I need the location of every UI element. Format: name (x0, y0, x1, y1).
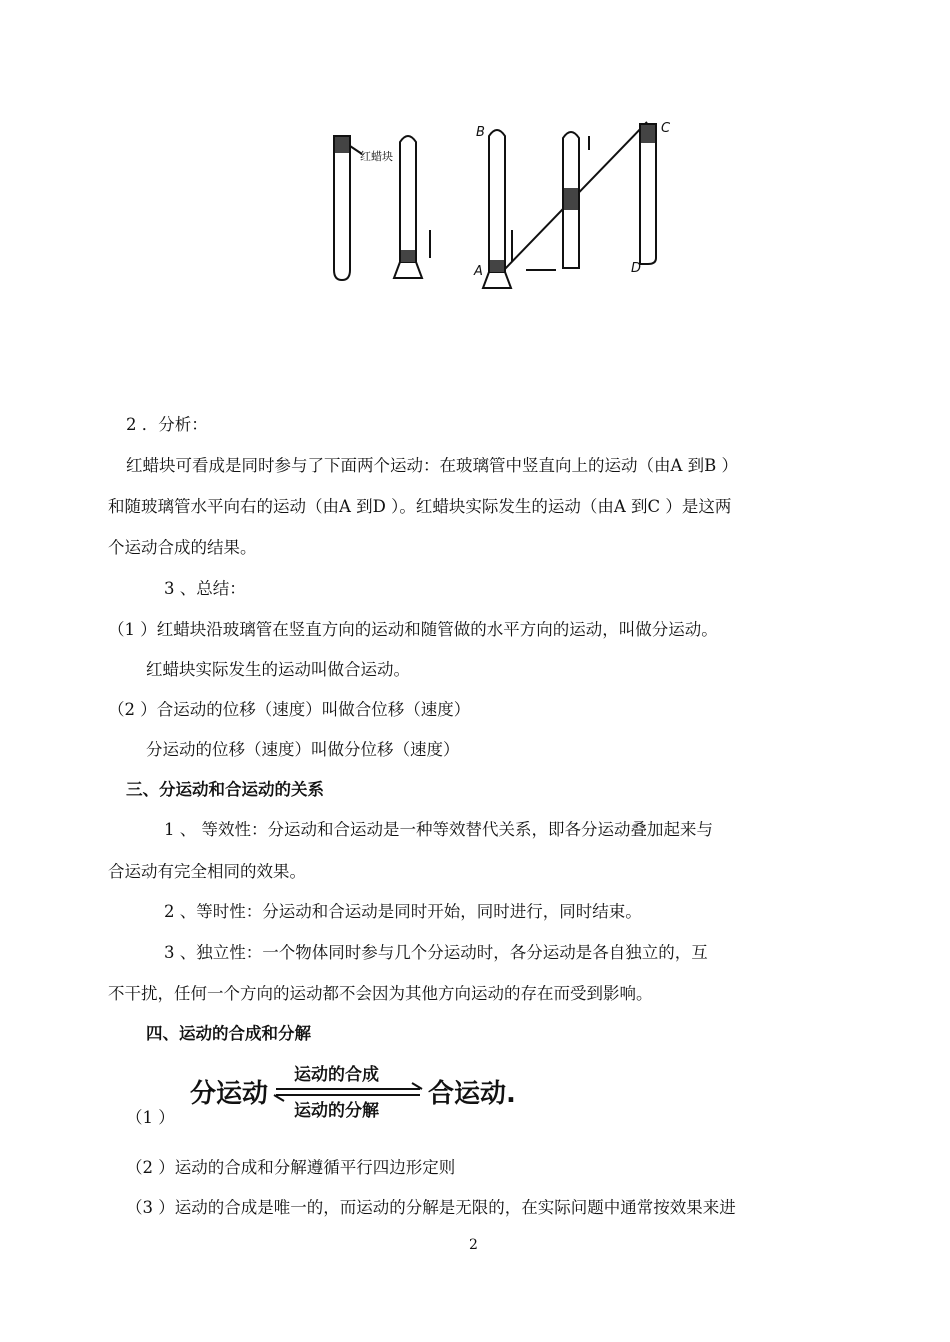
formula-top: 运动的合成 (294, 1065, 379, 1085)
figure-label-wax: 红蜡块 (360, 150, 393, 163)
summary-item-1-continued: 红蜡块实际发生的运动叫做合运动。 (146, 660, 410, 679)
formula-right: 合运动. (428, 1079, 516, 1109)
analysis-heading: 2 ．分析： (126, 415, 208, 434)
section3-heading: 三、分运动和合运动的关系 (126, 780, 324, 799)
figure-label-c: C (661, 121, 671, 136)
figure-label-b: B (476, 125, 485, 140)
analysis-paragraph-line1: 红蜡块可看成是同时参与了下面两个运动：在玻璃管中竖直向上的运动（由A 到B ） (126, 456, 739, 475)
section4-item-1: （1 ） (126, 1108, 175, 1127)
analysis-paragraph-line3: 个运动合成的结果。 (108, 538, 257, 557)
formula-image (188, 1060, 538, 1122)
formula-left: 分运动 (190, 1079, 269, 1109)
formula-bottom: 运动的分解 (294, 1101, 379, 1121)
summary-item-1: （1 ）红蜡块沿玻璃管在竖直方向的运动和随管做的水平方向的运动，叫做分运动。 (108, 620, 718, 639)
summary-heading: 3 、总结： (164, 579, 246, 598)
analysis-paragraph-line2: 和随玻璃管水平向右的运动（由A 到D ）。红蜡块实际发生的运动（由A 到C ）是这两 (108, 497, 732, 516)
section4-heading: 四、运动的合成和分解 (146, 1024, 311, 1043)
figure-label-d: D (631, 261, 642, 276)
section4-item-3: （3 ）运动的合成是唯一的，而运动的分解是无限的，在实际问题中通常按效果来进 (126, 1198, 736, 1217)
section3-point-3-continued: 不干扰，任何一个方向的运动都不会因为其他方向运动的存在而受到影响。 (108, 984, 653, 1003)
section3-point-3: 3 、独立性：一个物体同时参与几个分运动时，各分运动是各自独立的，互 (164, 943, 708, 962)
figure-label-a: A (474, 264, 483, 279)
section4-item-2: （2 ）运动的合成和分解遵循平行四边形定则 (126, 1158, 456, 1177)
page-number: 2 (469, 1237, 478, 1253)
section3-point-1-continued: 合运动有完全相同的效果。 (108, 862, 306, 881)
summary-item-2: （2 ）合运动的位移（速度）叫做合位移（速度） (108, 700, 471, 719)
experiment-figure (330, 112, 686, 290)
summary-item-2-continued: 分运动的位移（速度）叫做分位移（速度） (146, 740, 460, 759)
section3-point-1: 1 、 等效性：分运动和合运动是一种等效替代关系，即各分运动叠加起来与 (164, 820, 713, 839)
section3-point-2: 2 、等时性：分运动和合运动是同时开始，同时进行，同时结束。 (164, 902, 642, 921)
